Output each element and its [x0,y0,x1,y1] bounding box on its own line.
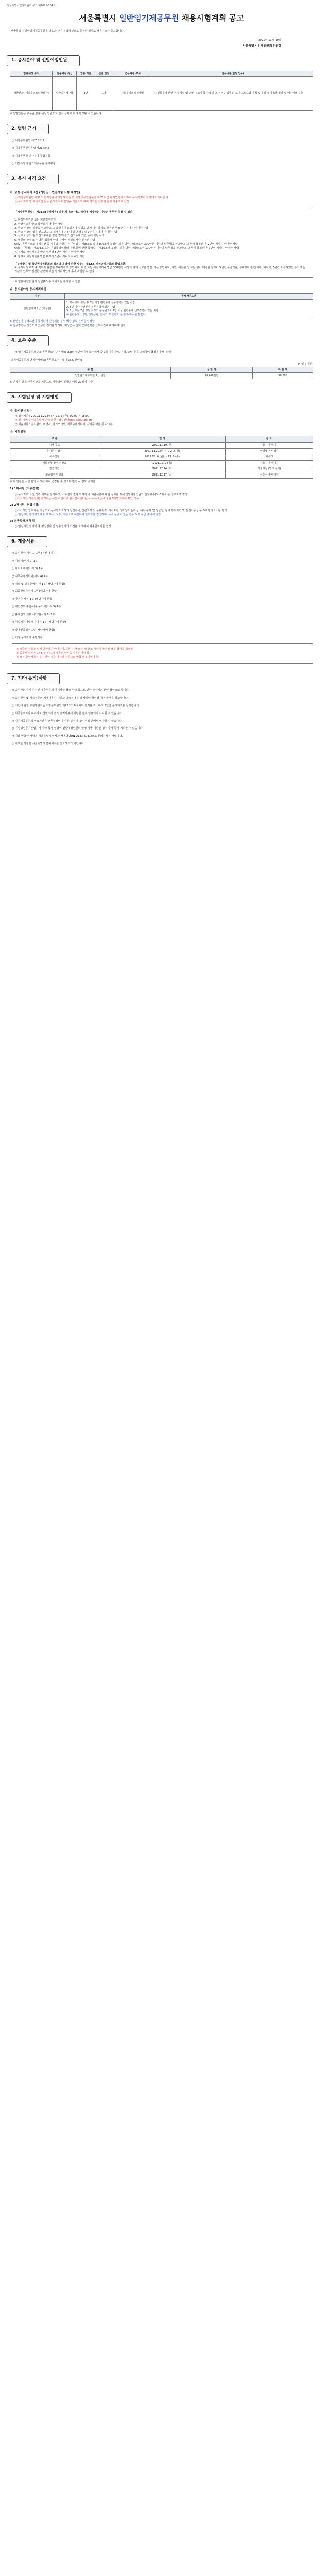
common-requirement: ○ 응시자격 및 우대요건 등은 원서접수 마감일을 기준으로 하며 경력은 접수일 현재 기준으로 산정 [15,200,129,204]
schedule-cell: 면접시험 [10,466,99,472]
disqualification-item: 6의2. 공무원으로 재직기간 중 직무와 관련하여 「형법」 제355조 및 제356조에 규정된 죄를 범한 사람으로서 300만원 이상의 벌금형을 선고받고 그 형이 확정된 후 2년이 지나지 아니한 사람 [14,243,238,246]
document-item: ○ 경력 및 실적증명서 각 1부 (해당자에 한함) [12,582,65,586]
salary-note: ※ 연봉은 실제 근무기간을 기준으로 지급하며 봉급은 매월 20일에 지급 [10,381,93,384]
schedule-heading: 나. 시험일정 [10,431,26,434]
section-7 [7,689,316,746]
final-decision-heading: 3) 최종합격자 결정 [10,519,35,523]
career-header: 응시자격요건 [64,294,313,300]
document-notice: ※ 공통서식(서식 1~6)은 반드시 제공된 양식을 사용하여야 함 [16,652,90,655]
career-requirements-heading: 나. 응시분야별 응시자격요건 [10,287,46,291]
document-screening-heading: 1) 1차시험 (서류전형) [10,487,40,491]
schedule-cell: 비공개 [226,454,313,461]
document-item: ○ 블라인드 채용 서약서(서식 6) 1부 [12,613,55,616]
notice-number: 서울특별시인사위원회 공고 제2021-704호 [7,4,56,7]
disqualification-heading: 「지방공무원법」 제31조(결격사유) 다음 각 호의 어느 하나에 해당하는 사람은 공무원이 될 수 없다. [14,211,134,214]
recruit-header: 임용예정 부서 [10,71,53,77]
schedule-cell: 2021.12. 9.(목) [99,460,226,466]
note-item: ○ 「양성평등기본법」에 따라 특정 성별이 선발예정인원의 일정 비율 미만인 경우 추가 합격 처리할 수 있습니다. [12,727,144,731]
schedule-cell: 2021.12.17.(금) [99,472,226,478]
document-item: ○ 취업지원대상자 증명서 1부 (해당자에 한함) [12,620,66,624]
career-category: 일반임기제 7급 (박물관) [10,299,65,318]
recruit-header: 임용예정 직급 [53,71,77,77]
recruit-cell: 박물관과 (서울우리소리박물관) [10,77,53,111]
note-item: ○ 응시원서 및 제출서류의 기재내용이 사실과 다르거나 허위 사실이 확인될 경우 합격을 취소합니다. [12,697,129,700]
title-highlight: 일반임기제공무원 [119,13,179,23]
application-item: ○ 제출서류 : 응시원서, 이력서, 자기소개서, 직무수행계획서, 자격증 사본 등 각 1부 [15,423,113,427]
career-header: 구분 [10,294,65,300]
application-heading: 가. 응시원서 접수 [10,410,32,413]
disqualification-item: 1. 피성년후견인 또는 피한정후견인 [14,218,56,222]
interview-notice: ○ 면접시험 평정결과에 따라 우수, 보통, 미흡으로 구분하여 합격자를 결정하며, 우수 등급이 없는 경우 보통 등급 중에서 결정 [15,513,161,516]
career-note: ※ 관련분야 경력요건이 통계되어 인정되는 경우 해당 경력 전부를 인정함 [10,320,95,324]
disqualification-item: 8. 징계로 해임처분을 받은 때부터 3년이 지나지 아니한 사람 [14,255,85,258]
disqualification-item: 2. 파산선고를 받고 복권되지 아니한 사람 [14,222,63,226]
page-title [7,13,316,24]
schedule-header: 장 소 [226,436,313,443]
section-6-heading: 6. 제출서류 [7,536,47,547]
application-item: ○ 접수방법 : 서울특별시 인터넷 원서접수센터(gosi.seoul.go.kr) [15,419,92,422]
career-line: 1. 학사학위 취득 후 3년 이상 관련분야 실무경력이 있는 사람 [66,301,135,304]
career-line: 2. 5년 이상 관련분야 실무경력이 있는 사람 [66,305,115,309]
schedule-cell: 2021.12. 6.(월) ~ 12. 8.(수) [99,454,226,461]
disqualification-item: 4. 금고 이상의 형을 선고받고 그 집행유예 기간이 끝난 날부터 2년이 지나지 아니한 사람 [14,230,118,234]
section-3-heading: 3. 응시 자격 요건 [7,174,59,184]
career-line: ※ 관련분야 : 국악, 전통음악, 민속학, 박물관학 등 전시·교육 관련 분야 [66,313,146,316]
employment-restriction-text: ① 공직자가 재직 중 직무와 관련된 부패행위로 당연퇴직, 파면 또는 해임되거나 벌금 300만원 이상의 형의 선고를 받은 자는 당연퇴직, 파면, 해임된 날 또는 형이 확정된 날부터 5년간 공공기관, 부패행위 관련 기관, 퇴직 전 5년간 소속하였던 부서 또는 기관의 업무와 밀접한 관련이 있는 영리사기업체 등에 취업할 수 없다. [14,266,305,274]
note-item: ○ 응시자는 응시원서 및 제출서류의 기재사항 착오·누락 등으로 인한 불이익은 본인 책임으로 합니다. [12,689,130,692]
recruit-cell: 1명 [95,77,113,111]
section-2 [7,139,316,165]
document-item: ○ 응시원서(서식 1) 1부 (원본 제출) [12,552,55,555]
section-6 [7,552,316,664]
document-notice: ※ 모든 증빙서류는 응시원서 접수 마감일 기준으로 발급된 것이어야 함 [16,656,99,659]
intro [7,30,316,48]
section-2-heading: 2. 법령 근거 [7,124,49,134]
schedule-cell: 2021.12.14.(화) [99,466,226,472]
salary-text: ○ 임기제공무원보수표(공무원보수규정 별표 33)의 일반임기제 보수체계 중 7급 기준이며, 경력, 능력 등을 고려하여 협상을 통해 결정 [15,351,171,354]
law-item: ○ 서울특별시 임기제공무원 운영규정 [12,162,56,165]
title-part2: 채용시험계획 공고 [179,13,244,23]
schedule-cell: 최종합격자 발표 [10,472,99,478]
salary-cell: 일반임기제공무원 7급 상당 [10,373,171,379]
issuing-organization: 서울특별시인사위원회위원장 [242,44,281,48]
document-item: ○ 장애인증명서 1부 (해당자에 한함) [12,628,55,632]
note-item: ○ 최종합격자라 하더라도 신원조사 결과 결격사유에 해당할 경우 임용되지 아니할 수 있습니다. [12,711,123,715]
recruit-cell: ○ 전통음악 관련 전시 기획 및 운영 ○ 소장품 관리 및 조사·연구 업무 ○ 교육 프로그램 기획 및 운영 ○ 기록물 정리 및 아카이브 구축 [152,77,313,111]
schedule-cell: 2021.11.19.(금) [99,443,226,449]
salary-unit: (단위 : 천원) [298,362,313,366]
salary-cell: 76,466천원 [171,373,253,379]
recruit-header: 임용 기간 [77,71,95,77]
schedule-header: 구 분 [10,436,99,443]
intro-text: 서울특별시 일반임기제공무원을 다음과 같이 경력경쟁으로 공정한 절차로 채용하고자 공고합니다. [11,29,125,33]
note-item: ○ 자세한 사항은 서울특별시 홈페이지를 참고하시기 바랍니다. [12,742,85,746]
employment-restriction-heading: 「부패방지 및 국민권익위원회의 설치와 운영에 관한 법률」 제82조(비위면직자등의 취업제한) [14,262,127,266]
disqualification-item: 7. 징계로 파면처분을 받은 때부터 5년이 지나지 아니한 사람 [14,250,85,254]
salary-header: 하 한 액 [253,367,313,373]
note-item: ○ 기타 궁금한 사항은 서울특별시 인사과 채용담당(☎ 2133-5731)으로 문의하시기 바랍니다. [12,735,123,738]
schedule-cell: 2021.11.29.(월) ~ 12. 3.(금) [99,448,226,454]
salary-table [10,367,313,379]
salary-cell: 50,298 [253,373,313,379]
section-1-heading: 1. 응시분야 및 선발예정인원 [7,55,80,66]
recruit-note: ※ 선발인원은 공무원 임용 예정 인원으로 인사 상황에 따라 변경될 수 있습니다. [10,112,103,116]
schedule-cell: 서울시청 (별도 공지) [226,466,313,472]
schedule-note: ※ 위 일정은 시험 운영 사정에 따라 변경될 수 있으며 변경 시 별도 공지함 [10,480,96,483]
schedule-cell: 서류전형 [10,454,99,461]
title-part1: 서울특별시 [79,13,120,23]
recruit-header: 근무예정 부서 [113,71,152,77]
document-item: ○ 자격증 사본 1부 (해당자에 한함) [12,598,54,601]
salary-header: 상 한 액 [171,367,253,373]
recruit-header: 업무내용(담당업무) [152,71,313,77]
section-3 [7,191,316,328]
section-5 [7,410,316,529]
disqualification-box [10,207,313,278]
application-item: ○ 접수기간 : 2021.11.29.(월) ~ 12. 3.(금), 09:00 ~ 18:00 [15,415,90,418]
section-7-heading: 7. 기타(유의)사항 [7,673,60,684]
note-item: ○ 임기제공무원의 임용기간은 근무실적이 우수한 경우 총 5년 범위 안에서 연장할 수 있습니다. [12,719,123,723]
common-requirements-heading: 가. 공통 응시자격요건 (기한일 : 면접시험 시행 예정일) [10,191,80,194]
schedule-cell: 인터넷 원서접수 [226,448,313,454]
document-item: ○ 자기소개서(서식 3) 1부 [12,567,43,570]
schedule-cell: 서류전형 합격자 발표 [10,460,99,466]
interview-heading: 2) 2차시험 (면접시험) [10,503,40,507]
document-notice: ※ 제출된 서류는 일체 반환하지 아니하며, 허위 기재 또는 위·변조 사실이 발견될 경우 합격을 취소함 [16,648,133,651]
note-item: ○ 시험에 관한 부정행위자는 지방공무원법 제42조의2에 따라 합격을 취소하고 5년간 응시자격을 정지합니다. [12,704,140,707]
law-item: ○ 지방공무원 인사분야 통합지침 [12,155,50,158]
disqualification-item: 5. 금고 이상의 형의 선고유예를 받은 경우에 그 선고유예 기간 중에 있는 사람 [14,234,105,238]
section-4-heading: 4. 보수 수준 [7,335,49,346]
section-4 [7,351,316,384]
disqualification-item: 6. 법원의 판결 또는 다른 법률에 따라 자격이 상실되거나 정지된 사람 [14,239,95,242]
disqualification-item: 3. 금고 이상의 실형을 선고받고 그 집행이 종료되거나 집행을 받지 아니하기로 확정된 후 5년이 지나지 아니한 사람 [14,226,149,230]
career-line: 3. 7급 또는 7급 상당 이상의 공무원으로 1년 이상 관련분야 실무경력이 있는 사람 [66,309,159,313]
recruit-cell: 2년 [77,77,95,111]
recruit-cell: 일반임기제 7급 [53,77,77,111]
recruit-header: 선발 인원 [95,71,113,77]
document-notice-box [12,643,313,664]
schedule-header: 일 정 [99,436,226,443]
recruit-table [10,71,313,111]
career-requirements [64,299,313,318]
age-condition: ※ 임용예정일 현재 정년(60세) 초과자는 응시할 수 없음 [15,280,80,284]
salary-table-caption: [임기제공무원의 연봉한계액표(공무원보수규정 제36조 관련)] [10,359,82,362]
document-screening-notice: ○ 1차시험(서류전형) 합격자는 서울시 인터넷 원서접수센터(gosi.seoul.go.kr) 합격자발표에서 확인 가능 [15,497,139,500]
schedule-cell: 응시원서 접수 [10,448,99,454]
disqualification-item: 6의3. 「형법」 제303조 또는 「성폭력범죄의 처벌 등에 관한 특례법」 제10조에 규정된 죄를 범한 사람으로서 100만원 이상의 벌금형을 선고받고 그 형이 확정된 후 3년이 지나지 아니한 사람 [14,246,239,250]
common-requirement: ○ 지방공무원법 제31조 결격사유에 해당하지 않고, 지방공무원임용령 제65조 및 관계법령에 의하여 응시자격이 정지되지 아니한 자 [15,196,169,200]
document-item: ○ 기타 응시자격 증빙서류 [12,636,43,639]
interview-text: ○ 1차시험 합격자를 대상으로 공무원으로서의 정신자세, 전문지식 및 응용능력, 의사표현 정확성과 논리성, 예의·품행 및 성실성, 창의력·의지력 및 발전가능성 등 5개 평정요소를 평가 [15,509,227,512]
schedule-cell: 서울시 홈페이지 [226,472,313,478]
notice-date: 2021년 11월 19일 [258,38,281,42]
recruit-cell: 서울우리소리 박물관 [113,77,152,111]
document-item: ○ 최종학력증명서 1부 (해당자에 한함) [12,590,58,594]
document-item: ○ 직무수행계획서(서식 4) 1부 [12,574,48,578]
document-item: ○ 이력서(서식 2) 1부 [12,559,38,563]
section-5-heading: 5. 시험일정 및 시험방법 [7,392,72,403]
law-item: ○ 지방공무원임용령 제21조의2 [12,147,49,150]
final-decision-text: ○ 면접시험 합격자 중 평정결과 및 임용권자의 의견을 고려하여 최종합격자를 결정 [15,524,111,528]
schedule-cell: 서울시 홈페이지 [226,443,313,449]
schedule-cell: 시행 공고 [10,443,99,449]
document-screening-text: ○ 응시자격 요건 적격 여부를 심사하고, 서류심사 결과 적격자 중 제출서류에 대한 심사를 통해 선발예정인원의 일정배수(3~5배수)를 합격자로 결정 [15,493,188,496]
schedule-table [10,436,313,478]
career-table [10,293,313,318]
career-note: ※ 실무경력은 상근으로 근무한 경력을 말하며, 비상근·시간제 근무경력은 근무시간에 비례하여 인정 [10,324,126,328]
schedule-cell: 서울시 홈페이지 [226,460,313,466]
salary-header: 구 분 [10,367,171,373]
section-1 [7,71,316,116]
document-item: ○ 개인정보 수집·이용 동의서(서식 5) 1부 [12,605,61,609]
law-item: ○ 지방공무원법 제25조의5 [12,139,44,143]
